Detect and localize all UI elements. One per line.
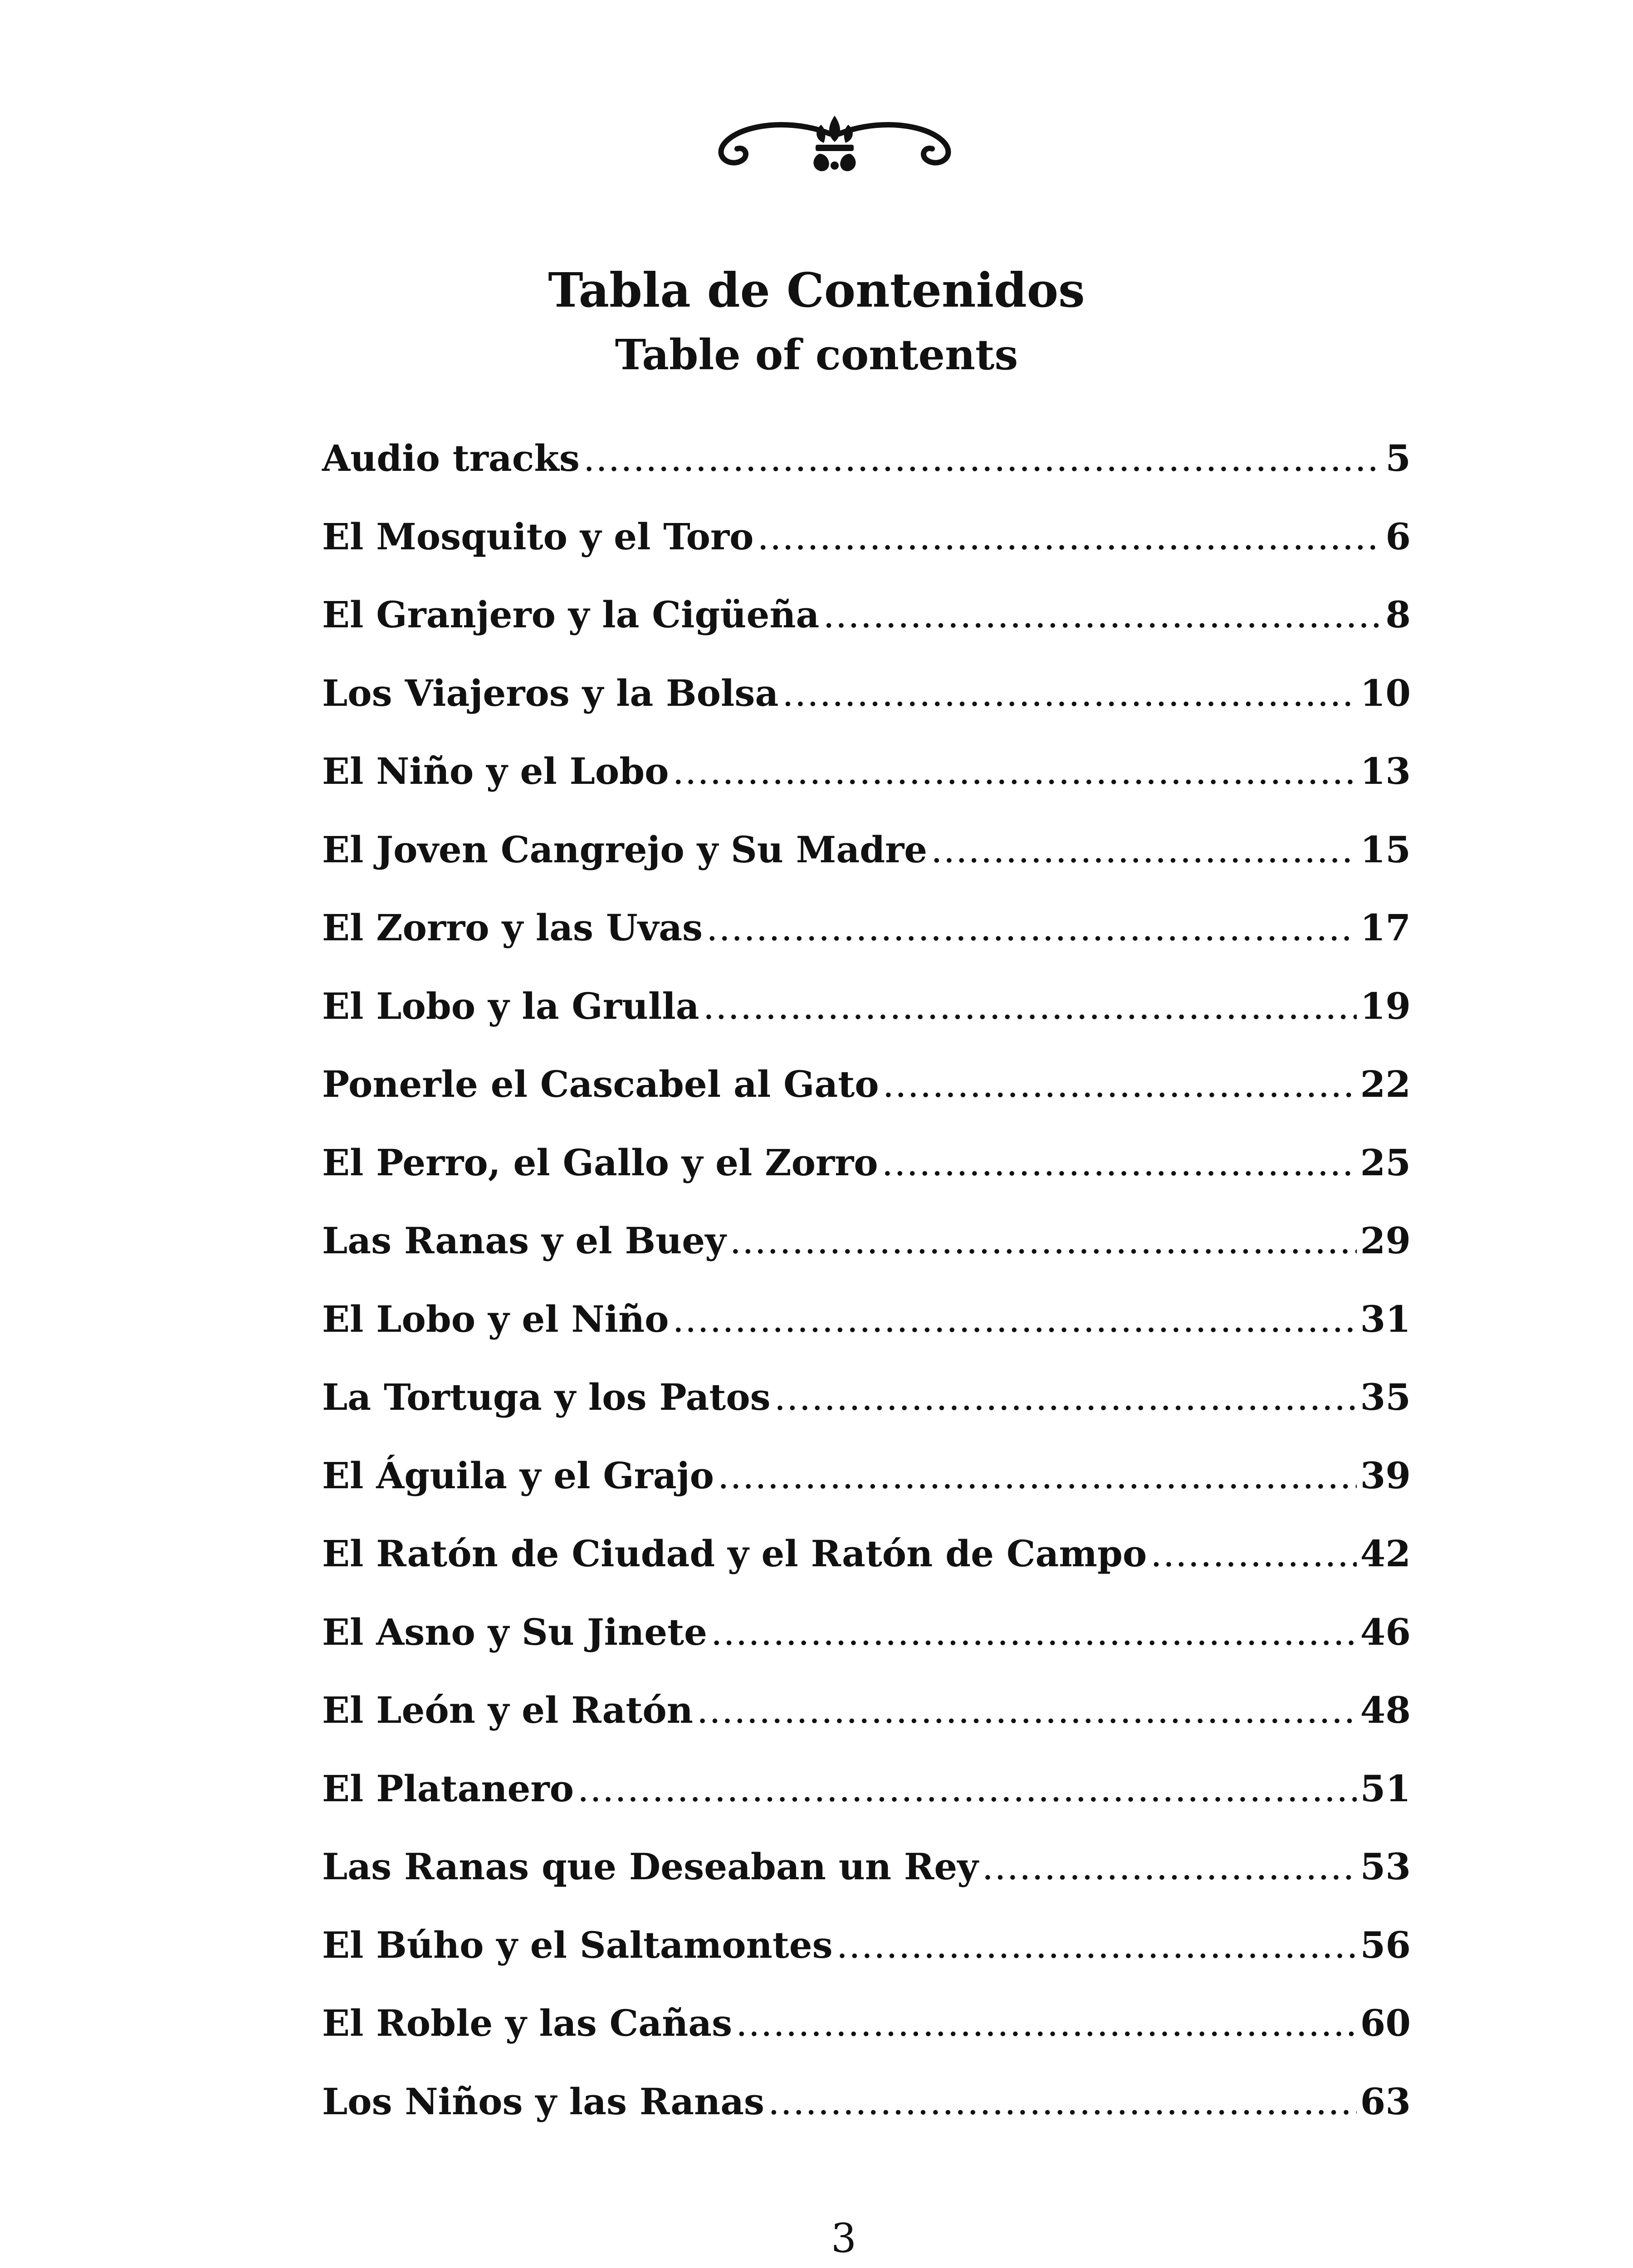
toc-entry[interactable] — [322, 1764, 1411, 1842]
toc-entry-page: 35 — [1360, 1376, 1411, 1418]
toc-entry-page: 60 — [1360, 2002, 1411, 2044]
toc-entry-title: La Tortuga y los Patos — [322, 1376, 771, 1418]
toc-entry-title: El León y el Ratón — [322, 1689, 693, 1731]
dot-leader — [1150, 1529, 1356, 1579]
dot-leader — [931, 825, 1357, 875]
dot-leader — [697, 1686, 1357, 1735]
toc-entry-title: El Perro, el Gallo y el Zorro — [322, 1141, 878, 1184]
toc-entry-title: El Niño y el Lobo — [322, 750, 669, 792]
toc-entry[interactable] — [322, 668, 1411, 747]
dot-leader — [711, 1608, 1357, 1657]
toc-entry-page: 56 — [1360, 1923, 1411, 1966]
dot-leader — [577, 1764, 1357, 1814]
toc-entry[interactable] — [322, 1451, 1411, 1529]
toc-entry-title: El Lobo y la Grulla — [322, 984, 699, 1027]
toc-entry-title: El Granjero y la Cigüeña — [322, 593, 820, 636]
toc-entry[interactable] — [322, 1138, 1411, 1216]
toc-entry-page: 42 — [1360, 1532, 1411, 1575]
toc-entry[interactable] — [322, 590, 1411, 668]
toc-entry-title: Las Ranas que Deseaban un Rey — [322, 1845, 978, 1888]
table-of-contents — [322, 433, 1411, 2155]
toc-entry-title: El Zorro y las Uvas — [322, 906, 703, 949]
toc-entry-title: El Joven Cangrejo y Su Madre — [322, 828, 928, 871]
toc-entry[interactable] — [322, 746, 1411, 825]
toc-entry-page: 8 — [1385, 593, 1411, 636]
toc-entry-page: 53 — [1360, 1845, 1411, 1888]
dot-leader — [736, 1999, 1357, 2048]
toc-entry-title: El Lobo y el Niño — [322, 1297, 669, 1340]
dot-leader — [718, 1451, 1357, 1501]
toc-entry-page: 46 — [1360, 1610, 1411, 1653]
toc-entry-page: 39 — [1360, 1454, 1411, 1497]
dot-leader — [706, 903, 1357, 953]
toc-entry[interactable] — [322, 1607, 1411, 1686]
page-number: 3 — [831, 2215, 856, 2262]
flourish-ornament-icon — [708, 107, 962, 197]
toc-entry-title: El Águila y el Grajo — [322, 1454, 714, 1497]
toc-entry-title: El Mosquito y el Toro — [322, 515, 754, 558]
toc-entry-title: El Asno y Su Jinete — [322, 1610, 707, 1653]
dot-leader — [758, 512, 1382, 562]
dot-leader — [673, 747, 1357, 797]
dot-leader — [882, 1138, 1357, 1188]
toc-entry-page: 48 — [1360, 1689, 1411, 1731]
toc-entry-title: Ponerle el Cascabel al Gato — [322, 1063, 879, 1105]
toc-entry-page: 25 — [1360, 1141, 1411, 1184]
toc-entry-title: El Búho y el Saltamontes — [322, 1923, 833, 1966]
toc-entry[interactable] — [322, 1059, 1411, 1138]
toc-entry[interactable] — [322, 1529, 1411, 1607]
toc-entry[interactable] — [322, 1998, 1411, 2077]
toc-entry-page: 51 — [1360, 1767, 1411, 1810]
toc-entry-page: 5 — [1385, 437, 1411, 479]
toc-entry[interactable] — [322, 1920, 1411, 1999]
toc-entry-page: 17 — [1360, 906, 1411, 949]
toc-entry[interactable] — [322, 1372, 1411, 1451]
toc-entry[interactable] — [322, 1685, 1411, 1764]
dot-leader — [836, 1921, 1357, 1970]
toc-entry-title: Las Ranas y el Buey — [322, 1219, 726, 1262]
toc-entry-page: 31 — [1360, 1297, 1411, 1340]
toc-entry[interactable] — [322, 433, 1411, 512]
dot-leader — [768, 2077, 1357, 2127]
toc-entry-page: 13 — [1360, 750, 1411, 792]
page-footer — [753, 2214, 934, 2268]
toc-entry-page: 19 — [1360, 984, 1411, 1027]
dot-leader — [782, 669, 1356, 719]
toc-entry[interactable] — [322, 825, 1411, 903]
toc-entry-title: El Ratón de Ciudad y el Ratón de Campo — [322, 1532, 1147, 1575]
toc-entry[interactable] — [322, 1842, 1411, 1920]
dot-leader — [703, 982, 1357, 1031]
toc-entry-title: Los Niños y las Ranas — [322, 2080, 765, 2123]
page-title: Tabla de Contenidos — [548, 262, 1085, 318]
dot-leader — [774, 1373, 1357, 1422]
toc-entry-page: 15 — [1360, 828, 1411, 871]
title-block — [0, 259, 1633, 386]
toc-entry-title: Los Viajeros y la Bolsa — [322, 671, 779, 714]
dot-leader — [673, 1295, 1357, 1344]
toc-entry-title: El Platanero — [322, 1767, 574, 1810]
dot-leader — [730, 1216, 1357, 1266]
toc-entry[interactable] — [322, 1294, 1411, 1373]
toc-entry[interactable] — [322, 2077, 1411, 2155]
toc-entry-page: 10 — [1360, 671, 1411, 714]
toc-entry[interactable] — [322, 1216, 1411, 1294]
floral-swirl-ornament-icon — [762, 2250, 925, 2268]
dot-leader — [982, 1842, 1357, 1892]
toc-entry[interactable] — [322, 903, 1411, 981]
toc-entry-title: El Roble y las Cañas — [322, 2002, 733, 2044]
toc-entry-title: Audio tracks — [322, 437, 580, 479]
toc-entry[interactable] — [322, 512, 1411, 590]
toc-entry-page: 29 — [1360, 1219, 1411, 1262]
toc-entry-page: 63 — [1360, 2080, 1411, 2123]
dot-leader — [883, 1060, 1357, 1110]
dot-leader — [583, 434, 1382, 484]
toc-entry-page: 22 — [1360, 1063, 1411, 1105]
page-subtitle: Table of contents — [615, 330, 1018, 379]
dot-leader — [823, 590, 1382, 640]
toc-entry[interactable] — [322, 981, 1411, 1060]
toc-entry-page: 6 — [1385, 515, 1411, 558]
